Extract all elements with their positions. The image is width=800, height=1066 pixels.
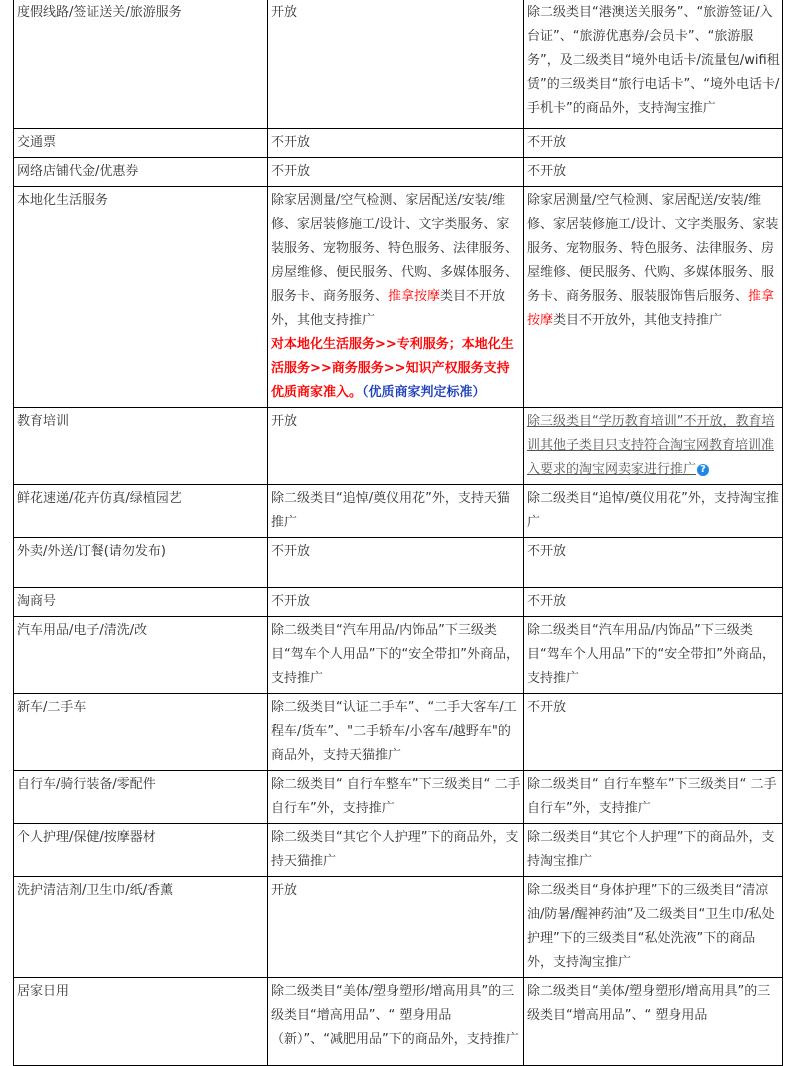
category-cell: 教育培训 (14, 408, 268, 485)
promotion-policy-table (13, 0, 783, 1066)
category-cell: 新车/二手车 (14, 694, 268, 771)
restricted-category-highlight: 推拿按摩 (388, 289, 441, 304)
policy-text: 类目不开放外，其他支持推广 (553, 313, 723, 328)
tmall-policy-cell: 不开放 (268, 588, 524, 617)
taobao-policy-cell: 不开放 (524, 158, 783, 187)
taobao-policy-cell: 除二级类目“追悼/奠仪用花”外，支持淘宝推广 (524, 485, 783, 538)
tmall-policy-cell: 开放 (268, 877, 524, 978)
taobao-policy-cell: 除二级类目“美体/塑身塑形/增高用具”的三级类目“增高用品”、“ 塑身用品 (524, 978, 783, 1066)
tmall-policy-cell: 开放 (268, 0, 524, 129)
category-cell: 个人护理/保健/按摩器材 (14, 824, 268, 877)
category-cell: 网络店铺代金/优惠券 (14, 158, 268, 187)
tmall-policy-cell: 除二级类目“其它个人护理”下的商品外，支持天猫推广 (268, 824, 524, 877)
taobao-policy-cell: 不开放 (524, 129, 783, 158)
merchant-admission-note: 对本地化生活服务>>专利服务；本地化生活服务>>商务服务>>知识产权服务支持优质商家准入。 (271, 337, 514, 400)
table-row (14, 408, 783, 485)
category-cell: 交通票 (14, 129, 268, 158)
taobao-policy-cell: 不开放 (524, 694, 783, 771)
tmall-policy-cell: 不开放 (268, 538, 524, 588)
table-row (14, 978, 783, 1066)
taobao-policy-cell (524, 187, 783, 408)
category-cell: 淘商号 (14, 588, 268, 617)
table-row (14, 824, 783, 877)
tmall-policy-cell (268, 187, 524, 408)
tmall-policy-cell: 除二级类目“认证二手车”、“二手大客车/工程车/货车”、"二手轿车/小客车/越野车"的商品外，支持天猫推广 (268, 694, 524, 771)
help-question-icon[interactable]: ? (697, 464, 709, 476)
taobao-policy-cell: 除二级类目“其它个人护理”下的商品外，支持淘宝推广 (524, 824, 783, 877)
policy-text: 类目不开放外，其他支持推广 (271, 289, 506, 328)
table-row (14, 771, 783, 824)
taobao-policy-cell (524, 408, 783, 485)
table-row (14, 485, 783, 538)
taobao-policy-cell: 除二级类目“港澳送关服务”、“旅游签证/入台证”、“旅游优惠券/会员卡”、“旅游服务”，及二级类目“境外电话卡/流量包/wifi租赁”的三级类目“旅行电话卡”、“境外电话卡/手机卡”的商品外，支持淘宝推广 (524, 0, 783, 129)
table-row (14, 538, 783, 588)
table-row (14, 588, 783, 617)
table-row (14, 0, 783, 129)
table-row (14, 877, 783, 978)
tmall-policy-cell: 不开放 (268, 158, 524, 187)
tmall-policy-cell: 除二级类目“ 自行车整车”下三级类目“ 二手自行车”外，支持推广 (268, 771, 524, 824)
tmall-policy-cell: 不开放 (268, 129, 524, 158)
restricted-category-highlight: 推拿按摩 (527, 289, 775, 328)
taobao-policy-cell: 除二级类目“身体护理”下的三级类目“清凉油/防暑/醒神药油”及二级类目“卫生巾/私处护理”下的三级类目“私处洗液”下的商品外，支持淘宝推广 (524, 877, 783, 978)
tmall-policy-cell: 除二级类目“追悼/奠仪用花”外，支持天猫推广 (268, 485, 524, 538)
tmall-policy-cell: 除二级类目“美体/塑身塑形/增高用具”的三级类目“增高用品”、“ 塑身用品（新）”、“减肥用品”下的商品外，支持推广 (268, 978, 524, 1066)
category-cell: 鲜花速递/花卉仿真/绿植园艺 (14, 485, 268, 538)
category-cell: 度假线路/签证送关/旅游服务 (14, 0, 268, 129)
education-policy-link[interactable]: 除三级类目“学历教育培训”不开放，教育培训其他子类目只支持符合淘宝网教育培训准入要求的淘宝网卖家进行推广 (527, 414, 775, 477)
taobao-policy-cell: 不开放 (524, 538, 783, 588)
category-cell: 洗护清洁剂/卫生巾/纸/香薰 (14, 877, 268, 978)
category-cell: 汽车用品/电子/清洗/改 (14, 617, 268, 694)
table-row (14, 694, 783, 771)
quality-merchant-criteria-link[interactable]: （优质商家判定标准） (362, 385, 486, 400)
policy-text: 除家居测量/空气检测、家居配送/安装/维修、家居装修施工/设计、文字类服务、家装服务、宠物服务、特色服务、法律服务、房屋维修、便民服务、代购、多媒体服务、服务卡、商务服务、服装服饰售后服务、 (527, 193, 779, 304)
tmall-policy-cell: 开放 (268, 408, 524, 485)
taobao-policy-cell: 除二级类目“汽车用品/内饰品”下三级类目“驾车个人用品”下的“安全带扣”外商品，支持推广 (524, 617, 783, 694)
category-cell: 居家日用 (14, 978, 268, 1066)
category-cell: 本地化生活服务 (14, 187, 268, 408)
tmall-policy-cell: 除二级类目“汽车用品/内饰品”下三级类目“驾车个人用品”下的“安全带扣”外商品，支持推广 (268, 617, 524, 694)
taobao-policy-cell: 不开放 (524, 588, 783, 617)
table-row (14, 158, 783, 187)
category-cell: 自行车/骑行装备/零配件 (14, 771, 268, 824)
taobao-policy-cell: 除二级类目“ 自行车整车”下三级类目“ 二手自行车”外，支持推广 (524, 771, 783, 824)
table-row (14, 617, 783, 694)
category-cell: 外卖/外送/订餐(请勿发布) (14, 538, 268, 588)
table-row (14, 129, 783, 158)
table-row (14, 187, 783, 408)
policy-text: 除家居测量/空气检测、家居配送/安装/维修、家居装修施工/设计、文字类服务、家装服务、宠物服务、特色服务、法律服务、房屋维修、便民服务、代购、多媒体服务、服务卡、商务服务、 (271, 193, 519, 304)
